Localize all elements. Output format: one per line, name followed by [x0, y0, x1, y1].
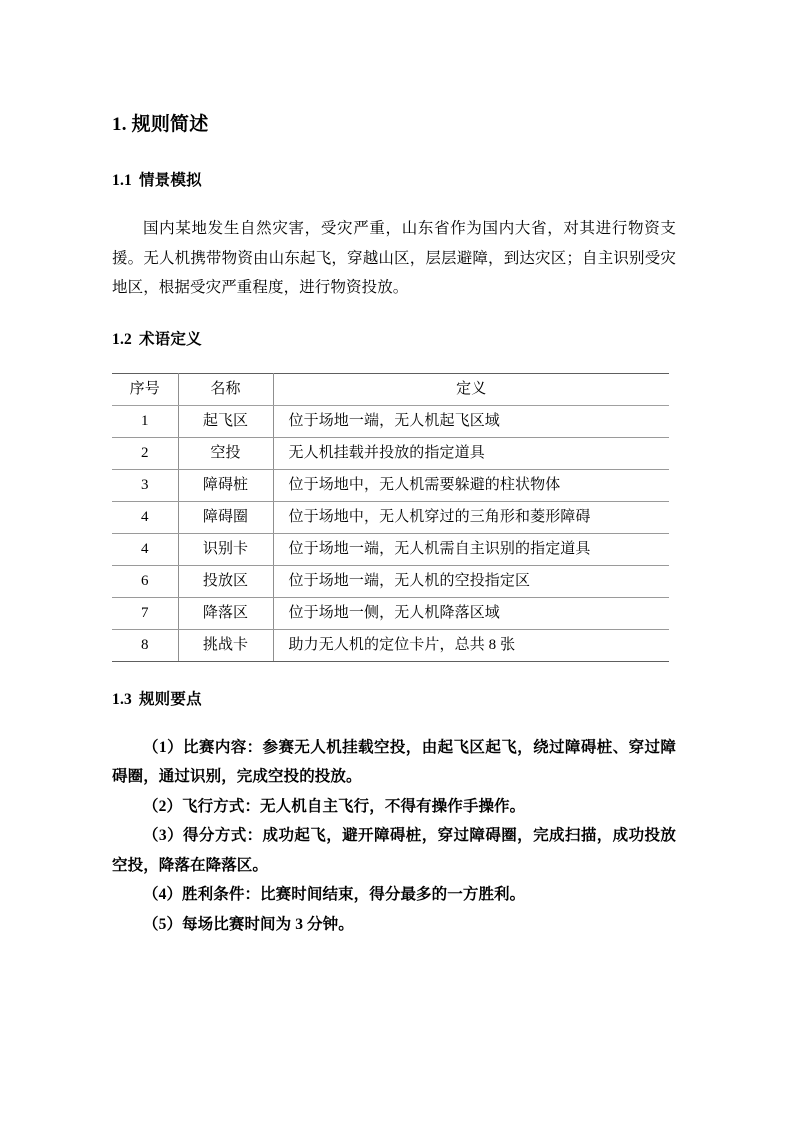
page-title: [112, 112, 676, 138]
subsection-number: 1.3: [112, 690, 132, 708]
section-number: 1.: [112, 114, 127, 135]
table-row: [112, 565, 669, 597]
cell-definition: 无人机挂载并投放的指定道具: [273, 437, 669, 469]
cell-name: 降落区: [178, 597, 273, 629]
column-header-name: 名称: [178, 373, 273, 405]
cell-definition: 位于场地中，无人机需要躲避的柱状物体: [273, 469, 669, 501]
cell-name: 障碍圈: [178, 501, 273, 533]
spacer: [112, 351, 676, 373]
cell-no: 7: [112, 597, 178, 629]
table-header-row: [112, 373, 669, 405]
table-row: [112, 437, 669, 469]
spacer: [112, 662, 676, 689]
cell-name: 障碍桩: [178, 469, 273, 501]
rule-points-list: [112, 733, 676, 940]
subsection-title: 术语定义: [138, 330, 202, 348]
column-header-definition: 定义: [273, 373, 669, 405]
table-row: [112, 629, 669, 661]
rule-point: （2）飞行方式：无人机自主飞行，不得有操作手操作。: [143, 797, 526, 815]
terminology-table: [112, 373, 669, 662]
section-title: 规则简述: [131, 114, 209, 135]
cell-name: 起飞区: [178, 405, 273, 437]
cell-no: 6: [112, 565, 178, 597]
subsection-title: 规则要点: [138, 690, 202, 708]
spacer: [112, 138, 676, 170]
cell-definition: 位于场地中，无人机穿过的三角形和菱形障碍: [273, 501, 669, 533]
cell-definition: 位于场地一端，无人机起飞区域: [273, 405, 669, 437]
cell-no: 4: [112, 501, 178, 533]
rule-point: （1）比赛内容：参赛无人机挂载空投，由起飞区起飞，绕过障碍桩、穿过障碍圈，通过识别，完成空投的投放。: [112, 738, 676, 785]
cell-definition: 位于场地一侧，无人机降落区域: [273, 597, 669, 629]
table-row: [112, 533, 669, 565]
spacer: [112, 303, 676, 329]
table-row: [112, 469, 669, 501]
subsection-number: 1.2: [112, 330, 132, 348]
spacer: [112, 192, 676, 214]
subsection-number: 1.1: [112, 172, 132, 189]
subsection-heading-1-1: [112, 170, 676, 192]
subsection-title: 情景模拟: [138, 172, 202, 189]
cell-name: 识别卡: [178, 533, 273, 565]
cell-no: 3: [112, 469, 178, 501]
spacer: [112, 711, 676, 733]
subsection-heading-1-3: [112, 689, 676, 711]
subsection-heading-1-2: [112, 329, 676, 351]
table-row: [112, 501, 669, 533]
cell-no: 8: [112, 629, 178, 661]
table-row: [112, 597, 669, 629]
cell-definition: 助力无人机的定位卡片，总共 8 张: [273, 629, 669, 661]
cell-name: 空投: [178, 437, 273, 469]
cell-no: 1: [112, 405, 178, 437]
cell-definition: 位于场地一端，无人机的空投指定区: [273, 565, 669, 597]
cell-definition: 位于场地一端，无人机需自主识别的指定道具: [273, 533, 669, 565]
rule-point: （5）每场比赛时间为 3 分钟。: [143, 915, 354, 933]
table-row: [112, 405, 669, 437]
cell-no: 2: [112, 437, 178, 469]
column-header-no: 序号: [112, 373, 178, 405]
scenario-paragraph: 国内某地发生自然灾害，受灾严重，山东省作为国内大省，对其进行物资支援。无人机携带物资由山东起飞，穿越山区，层层避障，到达灾区；自主识别受灾地区，根据受灾严重程度，进行物资投放。: [112, 220, 676, 296]
cell-no: 4: [112, 533, 178, 565]
rule-point: （3）得分方式：成功起飞，避开障碍桩，穿过障碍圈，完成扫描，成功投放空投，降落在降落区。: [112, 827, 676, 874]
rule-point: （4）胜利条件：比赛时间结束，得分最多的一方胜利。: [143, 886, 526, 903]
cell-name: 挑战卡: [178, 629, 273, 661]
cell-name: 投放区: [178, 565, 273, 597]
